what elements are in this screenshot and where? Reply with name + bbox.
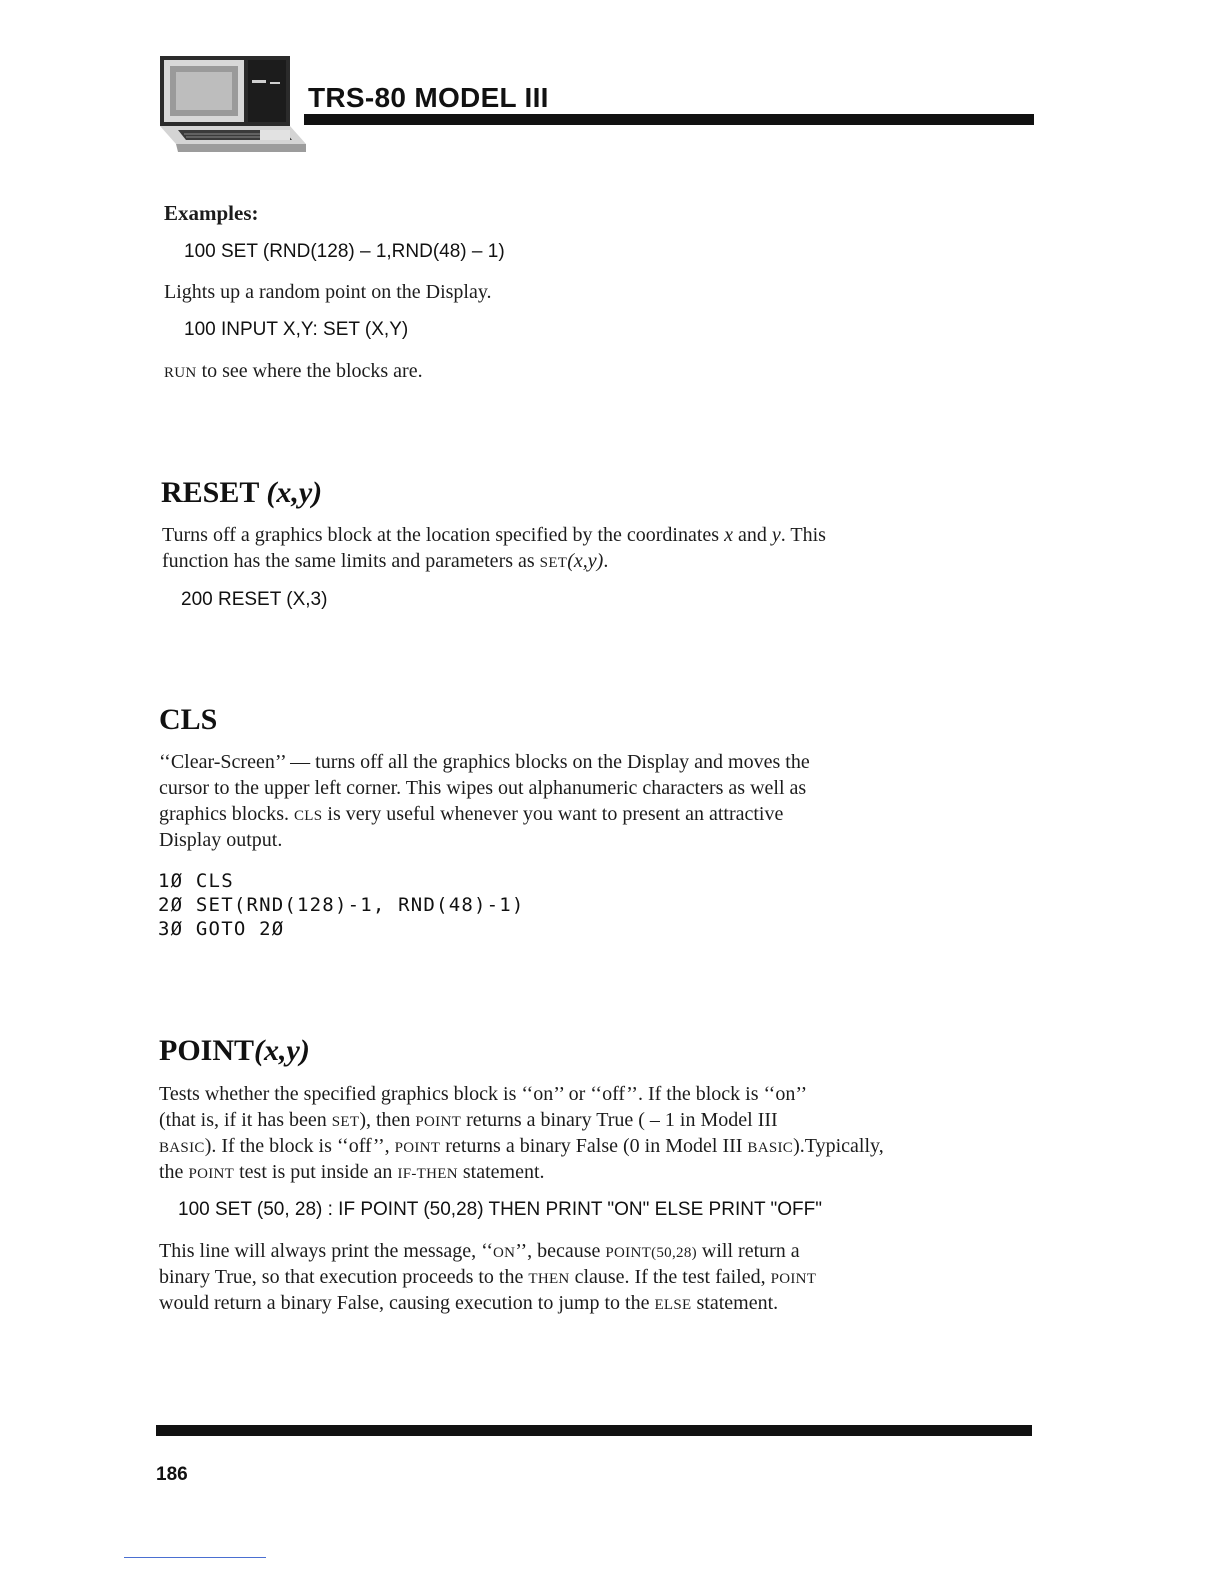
text-span: Turns off a graphics block at the location specified by the coordinates <box>162 524 725 546</box>
cls-description-line-2: cursor to the upper left corner. This wipes out alphanumeric characters as well as <box>159 777 807 799</box>
page-header-title: TRS-80 MODEL III <box>308 82 549 113</box>
text-span: returns a binary True ( – 1 in Model III <box>461 1109 778 1131</box>
cls-heading: CLS <box>159 703 218 736</box>
reset-heading <box>161 476 322 510</box>
text-span: . <box>603 550 609 572</box>
point-explanation-line-3 <box>159 1290 778 1318</box>
text-span: This line will always print the message, ‘‘ <box>159 1240 493 1262</box>
reset-code-example: 200 RESET (X,3) <box>181 589 328 610</box>
text-span: statement. <box>457 1161 545 1183</box>
text-span: function has the same limits and parameters as <box>162 550 540 572</box>
text-span: statement. <box>691 1292 779 1314</box>
keyword-run: RUN <box>164 365 197 381</box>
point-code-example: 100 SET (50, 28) : IF POINT (50,28) THEN PRINT "ON" ELSE PRINT "OFF" <box>178 1199 822 1220</box>
cls-listing-line-1: 1Ø CLS <box>158 870 234 892</box>
footer-rule <box>156 1425 1032 1436</box>
point-description-line-1: Tests whether the specified graphics block is ‘‘on’’ or ‘‘off’’. If the block is ‘‘on’’ <box>159 1083 808 1105</box>
bottom-divider <box>124 1557 266 1558</box>
keyword-cls: CLS <box>293 808 323 824</box>
text-span: is very useful whenever you want to present an attractive <box>322 803 784 825</box>
text-span: clause. If the test failed, <box>569 1266 771 1288</box>
keyword-point-call: POINT(50,28) <box>605 1245 697 1261</box>
cls-listing-line-2: 2Ø SET(RND(128)-1, RND(48)-1) <box>158 894 525 916</box>
point-name: POINT <box>159 1034 255 1067</box>
text-span: (that is, if it has been <box>159 1109 332 1131</box>
trs80-computer-icon <box>156 52 316 160</box>
example-1-description: Lights up a random point on the Display. <box>164 281 492 303</box>
header-rule <box>304 114 1034 125</box>
keyword-basic: BASIC <box>159 1140 205 1156</box>
point-explanation-line-2 <box>159 1264 816 1292</box>
keyword-point: POINT <box>188 1166 235 1182</box>
var-y: y <box>771 524 781 546</box>
text-span: test is put inside an <box>234 1161 398 1183</box>
keyword-if-then: IF-THEN <box>397 1166 458 1182</box>
cls-description-line-1: ‘‘Clear-Screen’’ — turns off all the graphics blocks on the Display and moves the <box>159 751 810 773</box>
point-description-line-2 <box>159 1107 778 1135</box>
cls-listing-line-3: 3Ø GOTO 2Ø <box>158 918 285 940</box>
reset-name: RESET <box>161 476 259 509</box>
var-x: x <box>724 524 733 546</box>
text-span: would return a binary False, causing execution to jump to the <box>159 1292 655 1314</box>
reset-args: (x,y) <box>266 476 323 509</box>
keyword-on: ON <box>493 1245 516 1261</box>
point-heading <box>159 1034 310 1068</box>
examples-heading: Examples: <box>164 201 259 225</box>
text-span: ’’, because <box>515 1240 606 1262</box>
keyword-then: THEN <box>528 1271 570 1287</box>
keyword-point: POINT <box>415 1114 462 1130</box>
point-args: (x,y) <box>254 1034 310 1067</box>
point-description-line-3 <box>159 1133 884 1161</box>
keyword-point: POINT <box>394 1140 441 1156</box>
text-span: and <box>732 524 772 546</box>
text-span: returns a binary False (0 in Model III <box>440 1135 748 1157</box>
keyword-else: ELSE <box>654 1297 692 1313</box>
keyword-set: SET <box>331 1114 360 1130</box>
cls-description-line-4: Display output. <box>159 829 283 851</box>
code-example-1: 100 SET (RND(128) – 1,RND(48) – 1) <box>184 241 505 262</box>
reset-description-line-1 <box>162 522 826 548</box>
text-span: the <box>159 1161 189 1183</box>
text-span: will return a <box>696 1240 800 1262</box>
keyword-basic: BASIC <box>747 1140 794 1156</box>
example-2-text: to see where the blocks are. <box>196 360 423 382</box>
text-span: ).Typically, <box>793 1135 884 1157</box>
keyword-point: POINT <box>770 1271 817 1287</box>
page-number: 186 <box>156 1464 188 1485</box>
text-span: binary True, so that execution proceeds to the <box>159 1266 529 1288</box>
text-span: graphics blocks. <box>159 803 294 825</box>
point-explanation-line-1 <box>159 1238 800 1266</box>
code-example-2: 100 INPUT X,Y: SET (X,Y) <box>184 319 409 340</box>
text-span: ), then <box>359 1109 416 1131</box>
reset-description-line-2 <box>162 548 608 576</box>
set-args: (x,y) <box>567 550 604 572</box>
point-description-line-4 <box>159 1159 545 1187</box>
text-span: ). If the block is ‘‘off’’, <box>204 1135 395 1157</box>
keyword-set: SET <box>539 555 568 571</box>
example-2-description <box>164 358 423 386</box>
text-span: . This <box>780 524 826 546</box>
cls-description-line-3 <box>159 801 783 829</box>
